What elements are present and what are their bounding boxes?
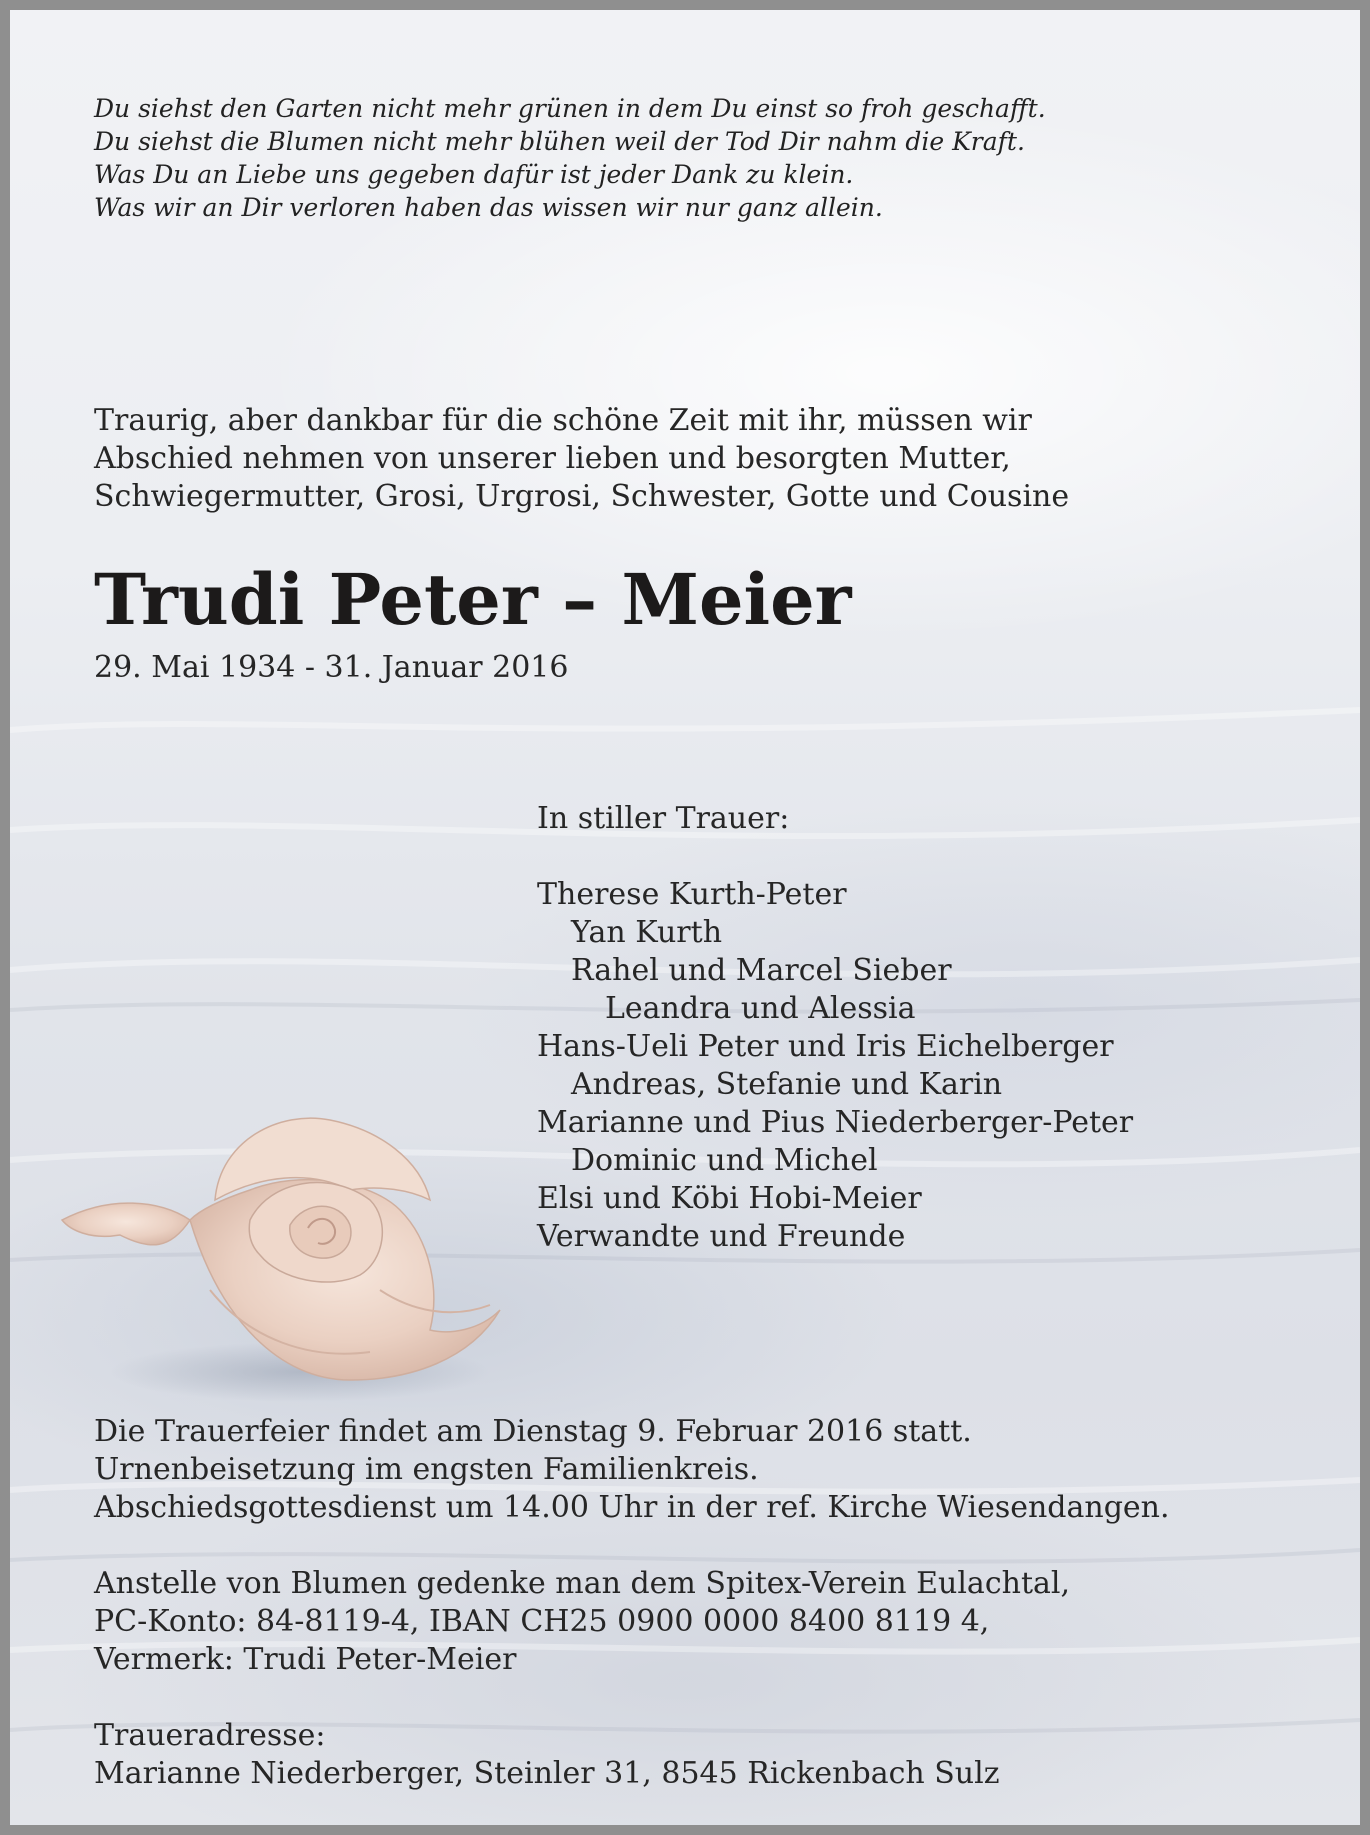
intro-line: Abschied nehmen von unserer lieben und besorgten Mutter, (94, 441, 1011, 476)
service-info (94, 1413, 1324, 1527)
deceased-name: Trudi Peter – Meier (94, 558, 852, 641)
mourner-entry: Yan Kurth (571, 915, 723, 950)
poem-line: Was wir an Dir verloren haben das wissen wir nur ganz allein. (94, 193, 883, 222)
service-line: Urnenbeisetzung im engsten Familienkreis. (94, 1452, 759, 1487)
life-dates: 29. Mai 1934 - 31. Januar 2016 (94, 650, 569, 685)
service-line: Die Trauerfeier findet am Dienstag 9. Februar 2016 statt. (94, 1414, 972, 1449)
donation-info (94, 1565, 1324, 1679)
mourners-heading: In stiller Trauer: (537, 801, 790, 836)
intro-line: Schwiegermutter, Grosi, Urgrosi, Schwester, Gotte und Cousine (94, 479, 1070, 514)
mourners-list (537, 800, 1297, 1256)
mourner-entry: Dominic und Michel (571, 1143, 878, 1178)
mourner-entry: Verwandte und Freunde (537, 1219, 906, 1254)
mourner-entry: Andreas, Stefanie und Karin (571, 1067, 1003, 1102)
address-line: Marianne Niederberger, Steinler 31, 8545 Rickenbach Sulz (94, 1756, 1000, 1791)
mourning-address (94, 1717, 1324, 1793)
poem-line: Du siehst den Garten nicht mehr grünen in dem Du einst so froh geschafft. (94, 94, 1046, 123)
mourner-entry: Elsi und Köbi Hobi-Meier (537, 1181, 922, 1216)
mourner-entry: Marianne und Pius Niederberger-Peter (537, 1105, 1134, 1140)
intro-text (94, 402, 1294, 516)
address-label: Traueradresse: (94, 1718, 326, 1753)
poem-line: Du siehst die Blumen nicht mehr blühen weil der Tod Dir nahm die Kraft. (94, 127, 1025, 156)
mourner-entry: Rahel und Marcel Sieber (571, 953, 952, 988)
poem-line: Was Du an Liebe uns gegeben dafür ist jeder Dank zu klein. (94, 160, 854, 189)
mourner-entry: Therese Kurth-Peter (537, 877, 847, 912)
rose-icon (50, 1090, 510, 1410)
obituary-page (10, 10, 1360, 1825)
donation-line: PC-Konto: 84-8119-4, IBAN CH25 0900 0000 8400 8119 4, (94, 1604, 990, 1639)
poem-verse (94, 92, 1274, 224)
donation-line: Vermerk: Trudi Peter-Meier (94, 1642, 517, 1677)
intro-line: Traurig, aber dankbar für die schöne Zeit mit ihr, müssen wir (94, 403, 1032, 438)
mourner-entry: Leandra und Alessia (605, 991, 916, 1026)
mourner-entry: Hans-Ueli Peter und Iris Eichelberger (537, 1029, 1114, 1064)
service-line: Abschiedsgottesdienst um 14.00 Uhr in der ref. Kirche Wiesendangen. (94, 1490, 1170, 1525)
donation-line: Anstelle von Blumen gedenke man dem Spitex-Verein Eulachtal, (94, 1566, 1071, 1601)
